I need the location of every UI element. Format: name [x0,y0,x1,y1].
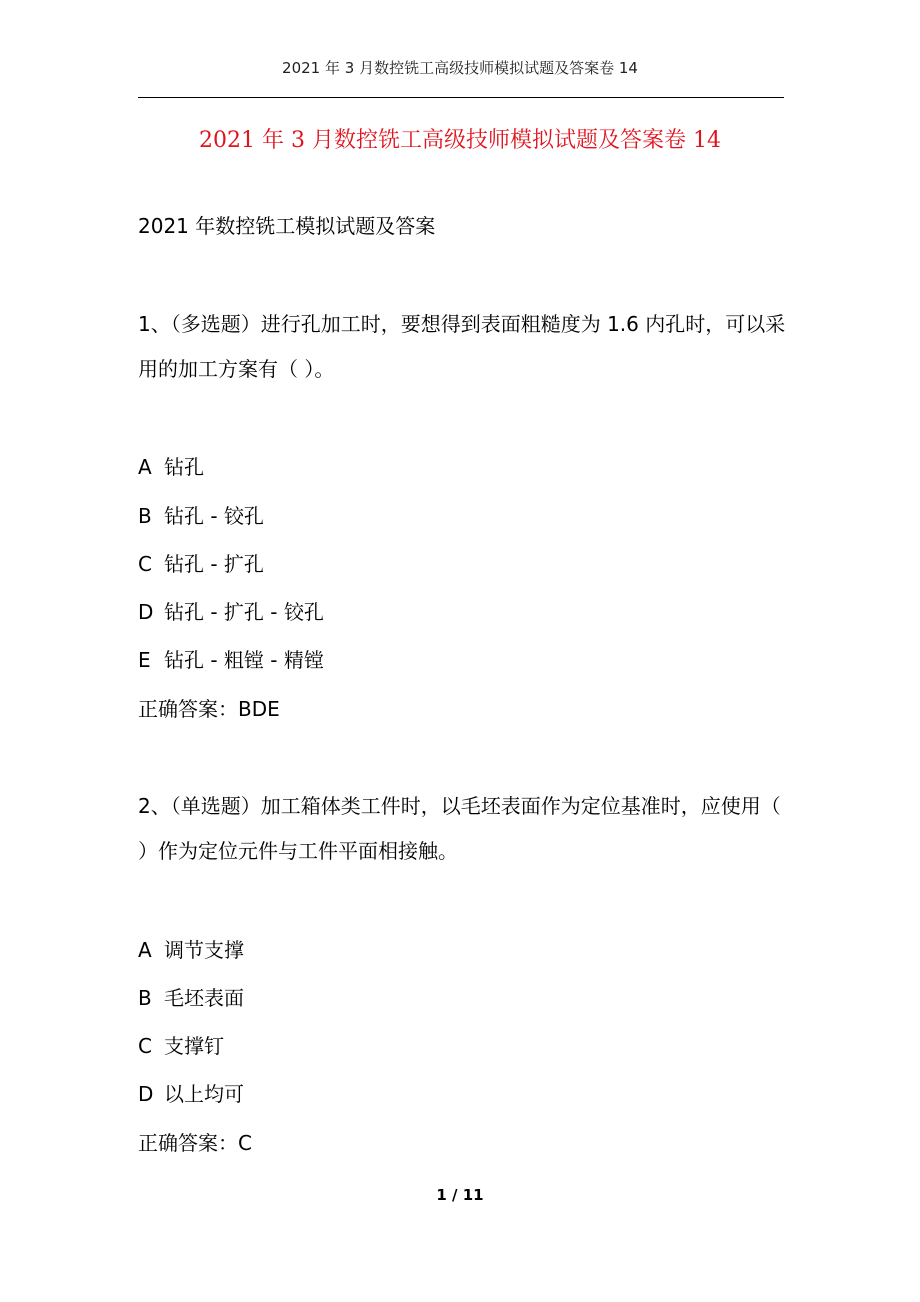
running-header: 2021 年 3 月数控铣工高级技师模拟试题及答案卷 14 [282,59,638,77]
question-1-option-c [138,549,264,579]
question-2-answer: 正确答案：C [138,1131,252,1155]
question-2-option-a [138,935,244,965]
option-text: 钻孔 [164,455,204,479]
document-title: 2021 年 3 月数控铣工高级技师模拟试题及答案卷 14 [199,128,721,153]
option-letter: D [138,600,154,624]
question-2-option-c [138,1031,224,1061]
option-letter: A [138,455,152,479]
question-1-text: 1、（多选题）进行孔加工时，要想得到表面粗糙度为 1.6 内孔时，可以采用的加工方案有（ ）。 [138,312,786,381]
question-1-option-a [138,452,204,482]
question-2-text: 2、（单选题）加工箱体类工件时，以毛坯表面作为定位基准时，应使用（ ）作为定位元件与工件平面相接触。 [138,794,781,863]
question-1-answer: 正确答案：BDE [138,697,280,721]
question-1-option-e [138,645,324,675]
option-text: 钻孔 - 粗镗 - 精镗 [164,648,324,672]
header-divider [138,97,784,98]
option-letter: B [138,986,152,1010]
option-text: 钻孔 - 铰孔 [164,504,264,528]
option-letter: C [138,1034,152,1058]
option-letter: E [138,648,151,672]
option-text: 钻孔 - 扩孔 - 铰孔 [164,600,324,624]
option-text: 钻孔 - 扩孔 [164,552,264,576]
option-text: 毛坯表面 [164,986,244,1010]
question-2-option-b [138,983,244,1013]
option-text: 调节支撑 [164,938,244,962]
option-letter: D [138,1082,154,1106]
question-2-option-d [138,1079,244,1109]
option-letter: C [138,552,152,576]
option-text: 以上均可 [164,1082,244,1106]
option-letter: B [138,504,152,528]
option-letter: A [138,938,152,962]
option-text: 支撑钉 [164,1034,224,1058]
question-1-option-d [138,597,324,627]
question-1-option-b [138,501,264,531]
subtitle: 2021 年数控铣工模拟试题及答案 [138,214,436,238]
page-number: 1 / 11 [436,1186,484,1204]
